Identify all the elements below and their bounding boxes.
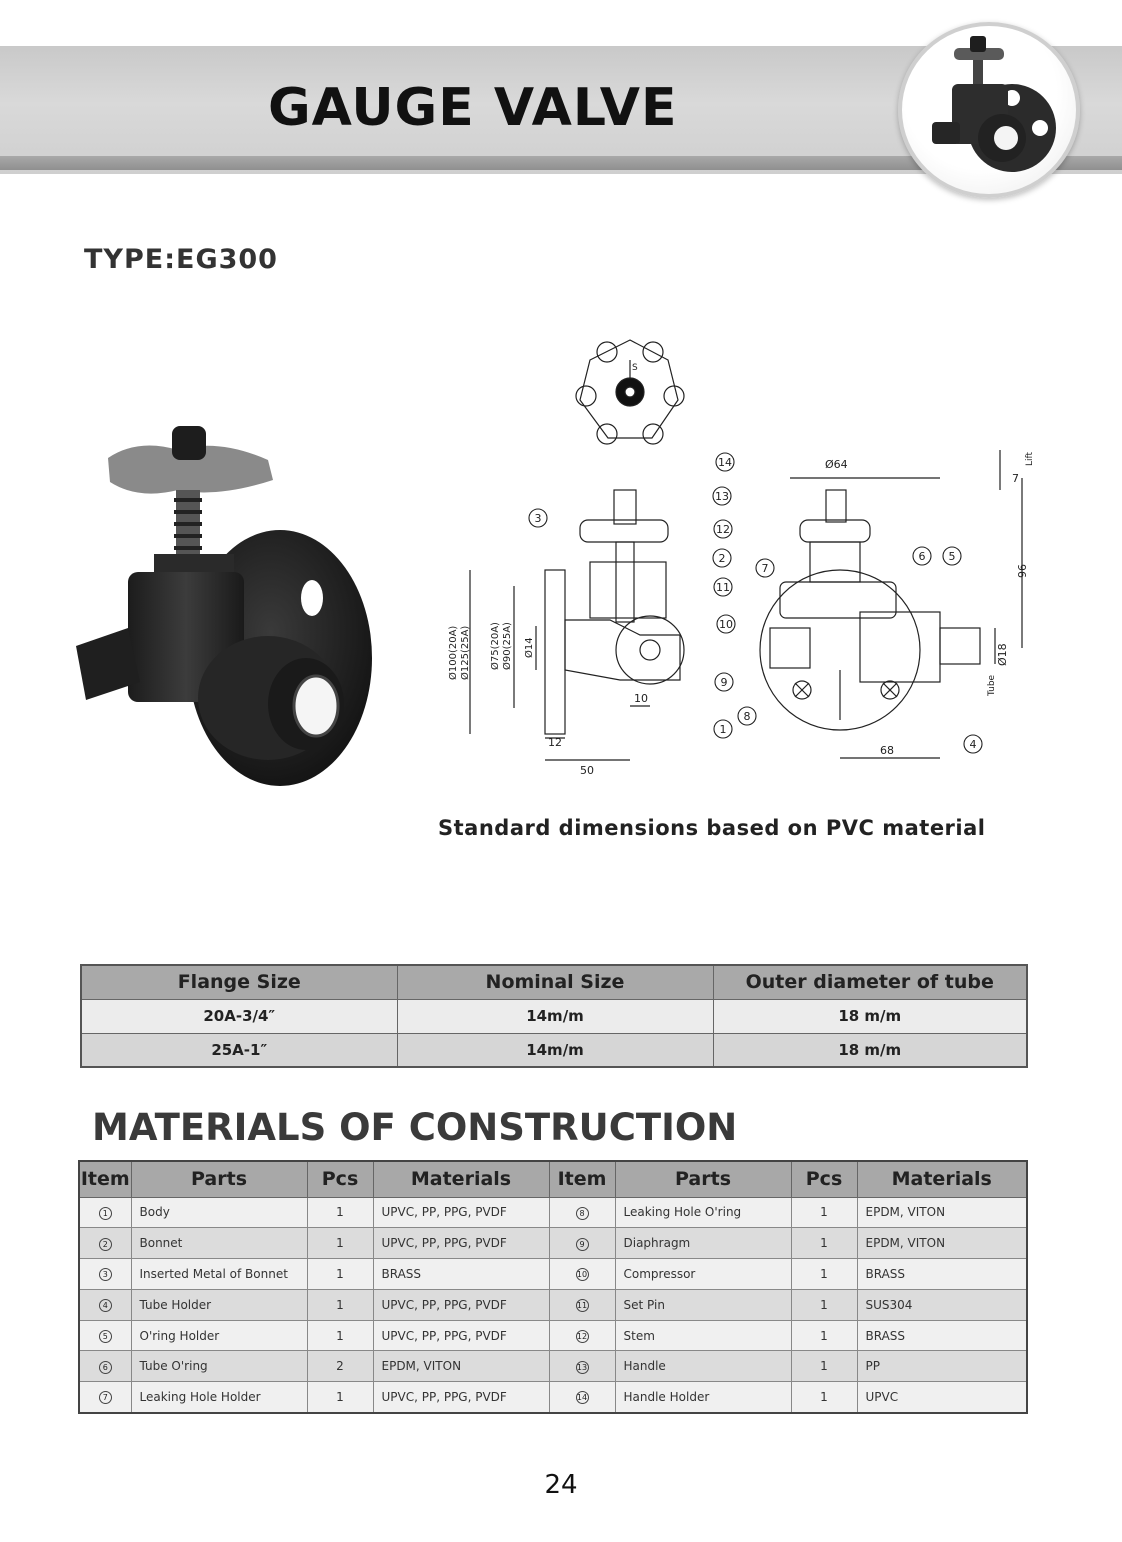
size-table-header-row xyxy=(81,965,1027,999)
item-number-circle: 8 xyxy=(576,1207,589,1220)
dim-tube-label: Tube xyxy=(987,674,997,696)
dimension-caption: Standard dimensions based on PVC material xyxy=(438,816,986,840)
materials-section-title: MATERIALS OF CONSTRUCTION xyxy=(92,1106,738,1149)
item-number-circle: 1 xyxy=(99,1207,112,1220)
size-cell: 14m/m xyxy=(397,999,713,1033)
mat-material-cell: EPDM, VITON xyxy=(857,1228,1027,1259)
callout-2: 2 xyxy=(718,552,726,565)
page-number: 24 xyxy=(544,1470,578,1500)
dim-lift-label: Lift xyxy=(1025,451,1035,466)
mat-item-number-cell xyxy=(79,1259,131,1290)
size-cell: 18 m/m xyxy=(713,1033,1027,1067)
item-number-circle: 14 xyxy=(576,1393,588,1403)
item-number-circle: 4 xyxy=(99,1299,112,1312)
item-number-circle: 5 xyxy=(99,1330,112,1343)
mat-part-cell: Diaphragm xyxy=(615,1228,791,1259)
mat-item-number-cell xyxy=(79,1320,131,1351)
mat-pcs-cell: 1 xyxy=(307,1197,373,1228)
valve-thumbnail-image xyxy=(902,26,1076,194)
mat-pcs-cell: 1 xyxy=(307,1289,373,1320)
mat-pcs-cell: 1 xyxy=(791,1289,857,1320)
size-cell: 14m/m xyxy=(397,1033,713,1067)
callout-1: 1 xyxy=(719,723,727,736)
dim-diameter-100: Ø100(20A) xyxy=(448,625,459,680)
mat-header-pcs: Pcs xyxy=(307,1161,373,1197)
mat-pcs-cell: 1 xyxy=(791,1228,857,1259)
size-cell: 25A-1″ xyxy=(81,1033,397,1067)
table-row xyxy=(79,1382,1027,1413)
callout-6: 6 xyxy=(918,550,926,563)
mat-part-cell: Inserted Metal of Bonnet xyxy=(131,1259,307,1290)
item-number-circle: 3 xyxy=(99,1268,112,1281)
size-header-outer-diameter: Outer diameter of tube xyxy=(713,965,1027,999)
mat-header-parts: Parts xyxy=(131,1161,307,1197)
mat-header-materials-2: Materials xyxy=(857,1161,1027,1197)
mat-material-cell: EPDM, VITON xyxy=(373,1351,549,1382)
callout-7: 7 xyxy=(761,562,769,575)
mat-item-number-cell xyxy=(79,1382,131,1413)
callout-5: 5 xyxy=(948,550,956,563)
valve-photo-illustration xyxy=(68,420,388,810)
dim-diameter-18: Ø18 xyxy=(996,643,1009,666)
mat-item-number-cell xyxy=(79,1289,131,1320)
table-row xyxy=(79,1228,1027,1259)
table-row xyxy=(81,999,1027,1033)
item-number-circle: 11 xyxy=(576,1301,588,1311)
callout-13: 13 xyxy=(715,490,729,503)
mat-material-cell: UPVC, PP, PPG, PVDF xyxy=(373,1289,549,1320)
mat-pcs-cell: 1 xyxy=(307,1259,373,1290)
dim-diameter-64: Ø64 xyxy=(825,458,848,471)
dim-diameter-90: Ø90(25A) xyxy=(502,622,513,670)
valve-dimension-diagram xyxy=(440,330,1035,780)
mat-header-item-2: Item xyxy=(549,1161,615,1197)
mat-material-cell: UPVC, PP, PPG, PVDF xyxy=(373,1382,549,1413)
mat-material-cell: PP xyxy=(857,1351,1027,1382)
callout-11: 11 xyxy=(716,581,730,594)
mat-part-cell: Handle Holder xyxy=(615,1382,791,1413)
size-cell: 18 m/m xyxy=(713,999,1027,1033)
mat-material-cell: BRASS xyxy=(857,1320,1027,1351)
materials-header-row xyxy=(79,1161,1027,1197)
mat-item-number-cell xyxy=(549,1197,615,1228)
dim-width-50: 50 xyxy=(580,764,594,777)
mat-pcs-cell: 1 xyxy=(307,1382,373,1413)
dim-diameter-75: Ø75(20A) xyxy=(490,622,501,670)
mat-pcs-cell: 1 xyxy=(791,1320,857,1351)
item-number-circle: 13 xyxy=(576,1362,588,1372)
dim-lift-value: 7 xyxy=(1012,472,1019,485)
size-header-nominal: Nominal Size xyxy=(397,965,713,999)
valve-product-photo xyxy=(68,420,388,810)
mat-item-number-cell xyxy=(79,1228,131,1259)
size-cell: 20A-3/4″ xyxy=(81,999,397,1033)
mat-item-number-cell xyxy=(549,1320,615,1351)
callout-10: 10 xyxy=(719,618,733,631)
mat-part-cell: Body xyxy=(131,1197,307,1228)
mat-material-cell: UPVC, PP, PPG, PVDF xyxy=(373,1197,549,1228)
mat-pcs-cell: 1 xyxy=(791,1351,857,1382)
dim-width-68: 68 xyxy=(880,744,894,757)
mat-header-pcs-2: Pcs xyxy=(791,1161,857,1197)
materials-table xyxy=(78,1160,1028,1414)
mat-pcs-cell: 1 xyxy=(791,1259,857,1290)
dim-diameter-14: Ø14 xyxy=(524,637,535,658)
item-number-circle: 6 xyxy=(99,1361,112,1374)
table-row xyxy=(81,1033,1027,1067)
technical-drawing xyxy=(440,330,1035,780)
mat-part-cell: Tube Holder xyxy=(131,1289,307,1320)
mat-part-cell: Bonnet xyxy=(131,1228,307,1259)
callout-8: 8 xyxy=(743,710,751,723)
mat-item-number-cell xyxy=(549,1228,615,1259)
size-header-flange: Flange Size xyxy=(81,965,397,999)
mat-pcs-cell: 1 xyxy=(791,1197,857,1228)
callout-14: 14 xyxy=(718,456,732,469)
item-number-circle: 9 xyxy=(576,1238,589,1251)
mat-part-cell: Handle xyxy=(615,1351,791,1382)
mat-part-cell: Compressor xyxy=(615,1259,791,1290)
mat-item-number-cell xyxy=(79,1197,131,1228)
mat-part-cell: Leaking Hole O'ring xyxy=(615,1197,791,1228)
dim-diameter-125: Ø125(25A) xyxy=(460,625,471,680)
table-row xyxy=(79,1351,1027,1382)
item-number-circle: 2 xyxy=(99,1238,112,1251)
size-table xyxy=(80,964,1028,1068)
page-title: GAUGE VALVE xyxy=(268,78,678,138)
mat-material-cell: EPDM, VITON xyxy=(857,1197,1027,1228)
table-row xyxy=(79,1320,1027,1351)
mat-part-cell: Stem xyxy=(615,1320,791,1351)
mat-header-item: Item xyxy=(79,1161,131,1197)
callout-3: 3 xyxy=(534,512,542,525)
table-row xyxy=(79,1197,1027,1228)
callout-12: 12 xyxy=(716,523,730,536)
dim-width-12: 12 xyxy=(548,736,562,749)
mat-material-cell: UPVC xyxy=(857,1382,1027,1413)
mat-item-number-cell xyxy=(549,1351,615,1382)
product-thumbnail-badge xyxy=(898,22,1080,198)
mat-part-cell: O'ring Holder xyxy=(131,1320,307,1351)
mat-pcs-cell: 2 xyxy=(307,1351,373,1382)
callout-4: 4 xyxy=(969,738,977,751)
mat-pcs-cell: 1 xyxy=(791,1382,857,1413)
mat-material-cell: UPVC, PP, PPG, PVDF xyxy=(373,1228,549,1259)
item-number-circle: 12 xyxy=(576,1332,588,1342)
mat-item-number-cell xyxy=(79,1351,131,1382)
mat-part-cell: Set Pin xyxy=(615,1289,791,1320)
mat-pcs-cell: 1 xyxy=(307,1320,373,1351)
mat-material-cell: BRASS xyxy=(373,1259,549,1290)
mat-material-cell: SUS304 xyxy=(857,1289,1027,1320)
table-row xyxy=(79,1289,1027,1320)
mat-pcs-cell: 1 xyxy=(307,1228,373,1259)
item-number-circle: 7 xyxy=(99,1391,112,1404)
type-label: TYPE:EG300 xyxy=(84,244,278,275)
dim-height-96: 96 xyxy=(1016,564,1029,578)
callout-9: 9 xyxy=(720,676,728,689)
mat-header-materials: Materials xyxy=(373,1161,549,1197)
mat-material-cell: BRASS xyxy=(857,1259,1027,1290)
mat-item-number-cell xyxy=(549,1289,615,1320)
item-number-circle: 10 xyxy=(576,1270,588,1280)
mat-header-parts-2: Parts xyxy=(615,1161,791,1197)
table-row xyxy=(79,1259,1027,1290)
mat-part-cell: Leaking Hole Holder xyxy=(131,1382,307,1413)
mat-item-number-cell xyxy=(549,1382,615,1413)
mat-material-cell: UPVC, PP, PPG, PVDF xyxy=(373,1320,549,1351)
mat-item-number-cell xyxy=(549,1259,615,1290)
mat-part-cell: Tube O'ring xyxy=(131,1351,307,1382)
dim-hex-s: S xyxy=(632,363,638,373)
dim-width-10: 10 xyxy=(634,692,648,705)
